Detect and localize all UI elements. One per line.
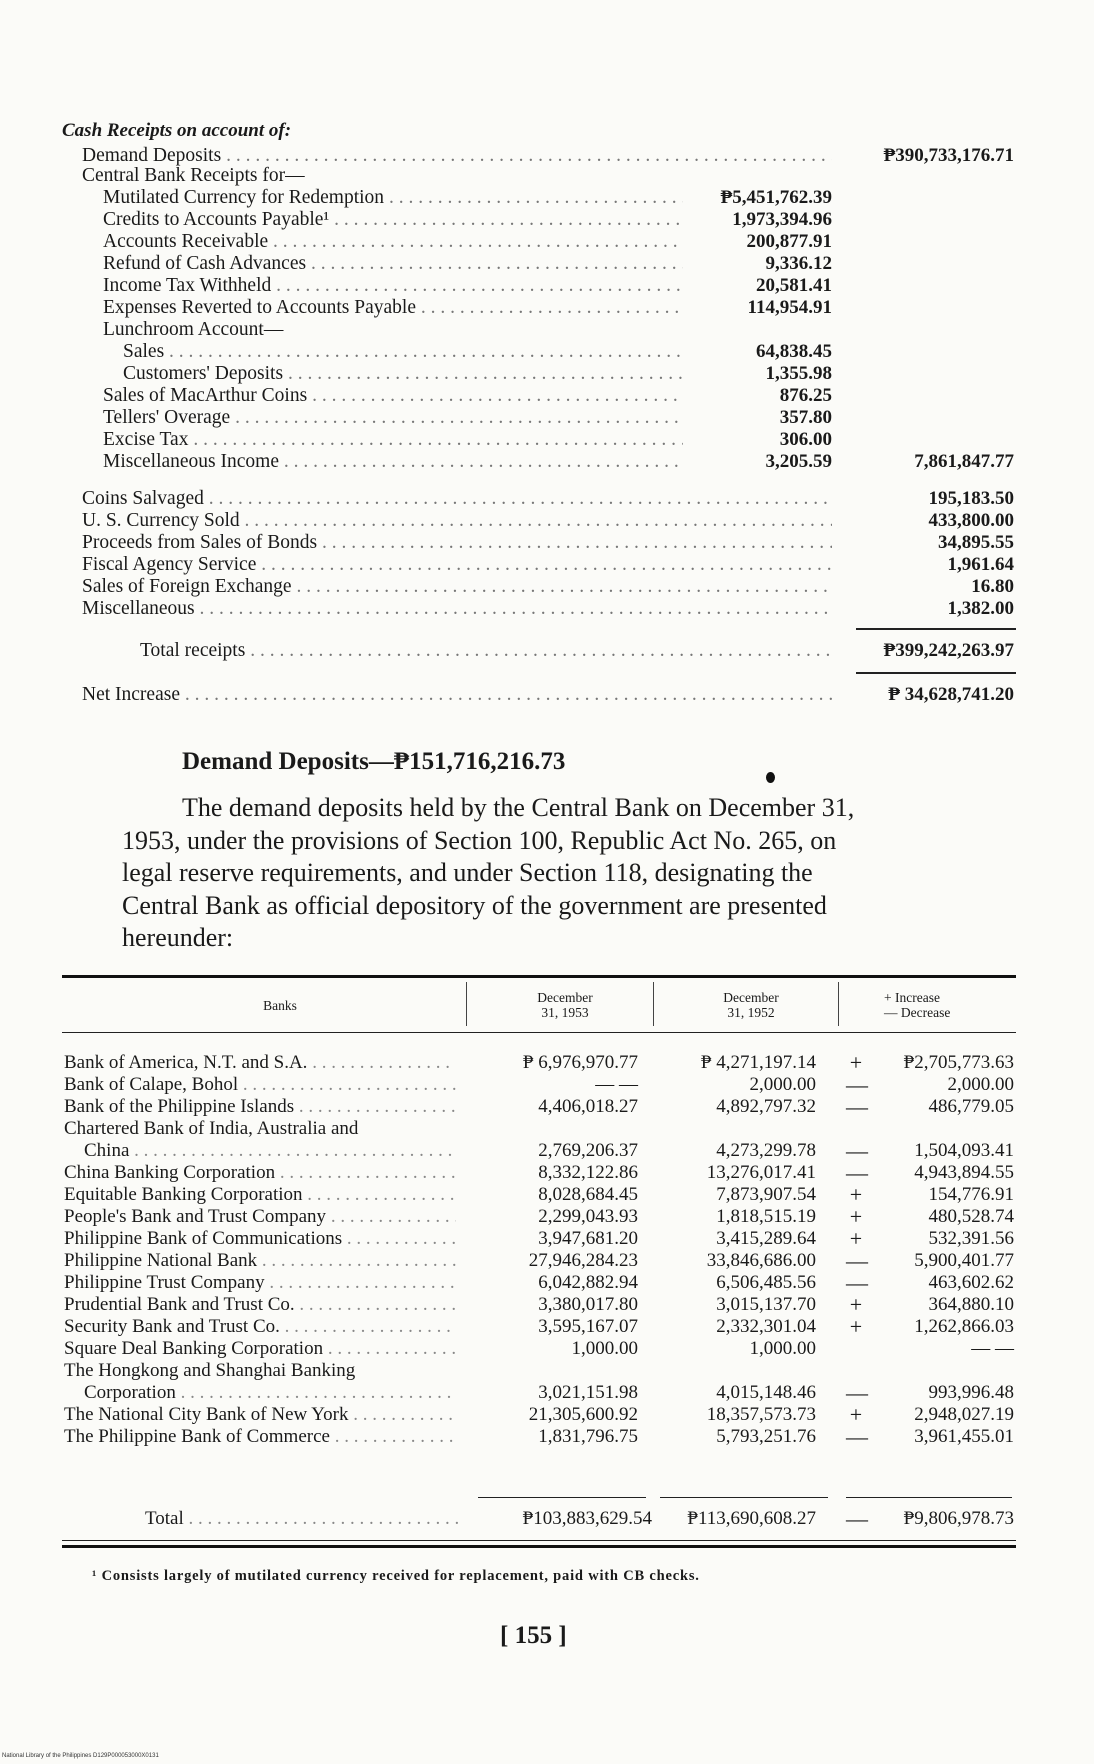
deposit-1952: 7,873,907.54 [716,1184,816,1205]
ledger-item-amount: 9,336.12 [765,253,832,274]
ledger-item-label: Proceeds from Sales of Bonds . . . [82,532,832,554]
bank-name: China Banking Corporation . . . [64,1162,456,1184]
table-column-divider [653,982,654,1026]
deposit-1952: 3,015,137.70 [716,1294,816,1315]
central-bank-receipts-total: 7,861,847.77 [914,451,1014,472]
deposit-change: 463,602.62 [928,1272,1014,1293]
table-column-divider [838,982,839,1026]
deposit-1952: 13,276,017.41 [706,1162,816,1183]
section-title: Demand Deposits—₱151,716,216.73 [182,748,566,775]
ledger-item-label: Income Tax Withheld . . . [103,275,683,297]
deposit-1953: 3,021,151.98 [538,1382,638,1403]
deposit-1953: 21,305,600.92 [528,1404,638,1425]
total-rule-change [846,1497,1012,1498]
ledger-item-amount: 3,205.59 [765,451,832,472]
bullet-mark [766,772,775,783]
col-header-change [884,990,1004,1020]
deposit-1953: 3,595,167.07 [538,1316,638,1337]
bank-name: Equitable Banking Corporation . . . [64,1184,456,1206]
bank-name: Prudential Bank and Trust Co. . . . [64,1294,456,1316]
ledger-item-label: Fiscal Agency Service . . . [82,554,832,576]
paragraph-line: The demand deposits held by the Central Bank on December 31, [182,793,855,822]
ledger-item-label: Miscellaneous Income . . . [103,451,683,473]
deposit-change: 364,880.10 [928,1294,1014,1315]
ledger-item-amount: 1,973,394.96 [732,209,832,230]
bank-name: Security Bank and Trust Co. . . . [64,1316,456,1338]
deposit-1952: 1,000.00 [749,1338,816,1359]
bank-name: Square Deal Banking Corporation . . . [64,1338,456,1360]
ledger-item-amount: 64,838.45 [756,341,832,362]
change-sign: + [849,1226,863,1251]
ledger-item-label: Sales of MacArthur Coins . . . [103,385,683,407]
change-sign: + [849,1292,863,1317]
ledger-item-amount: 16.80 [971,576,1014,597]
deposit-change: 486,779.05 [928,1096,1014,1117]
deposit-1953: — — [595,1074,638,1095]
net-increase-label: Net Increase . . . [82,684,832,706]
deposit-1952: 1,818,515.19 [716,1206,816,1227]
deposit-change: 2,000.00 [947,1074,1014,1095]
ledger-item-amount: 306.00 [779,429,832,450]
deposit-change: 993,996.48 [928,1382,1014,1403]
deposit-1953: 8,028,684.45 [538,1184,638,1205]
total-receipts-amount: ₱399,242,263.97 [883,640,1014,661]
change-sign: — [846,1094,868,1119]
ledger-item-label: Customers' Deposits . . . [123,363,683,385]
bank-name: Philippine National Bank . . . [64,1250,456,1272]
table-column-divider [466,982,467,1026]
ledger-item-label: Accounts Receivable . . . [103,231,683,253]
bank-name: Chartered Bank of India, Australia and [64,1118,359,1139]
cash-receipts-heading: Cash Receipts on account of: [62,120,292,141]
page-number: [ 155 ] [500,1622,567,1649]
bank-name: People's Bank and Trust Company . . . [64,1206,456,1228]
change-sign: — [846,1248,868,1273]
col-header-change-line1: + Increase [884,990,940,1005]
col-header-banks: Banks [263,998,297,1013]
deposit-1953: ₱ 6,976,970.77 [522,1052,638,1073]
ledger-item-label: Excise Tax . . . [103,429,683,451]
deposit-1953: 1,000.00 [571,1338,638,1359]
ledger-item-amount: 876.25 [779,385,832,406]
deposit-1953: 2,769,206.37 [538,1140,638,1161]
ledger-item-amount: 34,895.55 [938,532,1014,553]
paragraph-line: 1953, under the provisions of Section 100, Republic Act No. 265, on [122,825,837,855]
deposit-change: 1,504,093.41 [914,1140,1014,1161]
bank-name: Bank of the Philippine Islands . . . [64,1096,456,1118]
net-increase-amount: ₱ 34,628,741.20 [888,684,1014,705]
change-sign: — [846,1138,868,1163]
deposit-1952: 2,332,301.04 [716,1316,816,1337]
ledger-item-label: Mutilated Currency for Redemption . . . [103,187,683,209]
col-header-dec-1952-line2: 31, 1952 [727,1005,775,1020]
bank-name: Bank of America, N.T. and S.A. . . . [64,1052,456,1074]
ledger-item-label: Miscellaneous . . . [82,598,832,620]
ledger-item-amount: 114,954.91 [747,297,832,318]
total-receipts-label: Total receipts . . . [140,640,832,662]
net-increase-rule [856,672,1016,674]
change-sign: — [846,1072,868,1097]
col-header-change-line2: — Decrease [884,1005,951,1020]
change-sign: + [849,1050,863,1075]
deposit-1953: 6,042,882.94 [538,1272,638,1293]
ledger-item-label: Sales . . . [123,341,683,363]
change-sign: — [846,1270,868,1295]
col-header-dec-1953 [500,990,630,1020]
bank-name: Corporation . . . [84,1382,456,1404]
deposit-change: 3,961,455.01 [914,1426,1014,1447]
total-1953: ₱103,883,629.54 [522,1508,652,1529]
change-sign: + [849,1204,863,1229]
deposit-change: 4,943,894.55 [914,1162,1014,1183]
ledger-label-demand-deposits: Demand Deposits . . . [82,145,832,167]
total-change: ₱9,806,978.73 [903,1508,1014,1529]
ledger-item-amount: 1,355.98 [765,363,832,384]
change-sign: + [849,1402,863,1427]
ledger-item-amount: 1,961.64 [947,554,1014,575]
change-sign: + [849,1314,863,1339]
deposit-1952: 3,415,289.64 [716,1228,816,1249]
total-receipts-rule [856,628,1016,630]
deposit-1952: 33,846,686.00 [706,1250,816,1271]
ledger-item-amount: 20,581.41 [756,275,832,296]
ledger-item-amount: 433,800.00 [928,510,1014,531]
deposit-1952: ₱ 4,271,197.14 [700,1052,816,1073]
deposit-change: 2,948,027.19 [914,1404,1014,1425]
table-bottom-rule-2 [62,1545,1016,1548]
ledger-item-label: Sales of Foreign Exchange . . . [82,576,832,598]
deposit-1953: 3,380,017.80 [538,1294,638,1315]
total-change-sign: — [846,1506,868,1531]
deposit-1952: 5,793,251.76 [716,1426,816,1447]
ledger-item-amount: ₱5,451,762.39 [720,187,832,208]
margin-label: National Library of the Philippines D129P000053000X0131 [2,1753,159,1759]
deposit-1953: 3,947,681.20 [538,1228,638,1249]
bank-name: The Philippine Bank of Commerce . . . [64,1426,456,1448]
total-rule-1953 [478,1497,646,1498]
table-header-rule [62,1032,1016,1033]
ledger-item-amount: 357.80 [779,407,832,428]
bank-name: The Hongkong and Shanghai Banking [64,1360,356,1381]
ledger-item-amount: 200,877.91 [746,231,832,252]
deposit-1952: 4,892,797.32 [716,1096,816,1117]
deposit-change: 1,262,866.03 [914,1316,1014,1337]
deposit-1953: 27,946,284.23 [528,1250,638,1271]
deposit-1953: 8,332,122.86 [538,1162,638,1183]
bank-name: The National City Bank of New York . . . [64,1404,456,1426]
col-header-dec-1952 [686,990,816,1020]
deposit-1952: 18,357,573.73 [706,1404,816,1425]
paragraph-line: hereunder: [122,923,234,952]
footnote: ¹ Consists largely of mutilated currency received for replacement, paid with CB checks. [92,1568,700,1584]
deposit-1952: 4,015,148.46 [716,1382,816,1403]
change-sign: — [846,1380,868,1405]
ledger-item-label: Expenses Reverted to Accounts Payable . . . [103,297,683,319]
lunchroom-account-heading: Lunchroom Account— [103,319,284,340]
deposit-1952: 2,000.00 [749,1074,816,1095]
bank-name: Philippine Bank of Communications . . . [64,1228,456,1250]
ledger-item-label: Credits to Accounts Payable¹ . . . [103,209,683,231]
bank-name: Philippine Trust Company . . . [64,1272,456,1294]
central-bank-receipts-heading: Central Bank Receipts for— [82,165,305,186]
change-sign: + [849,1182,863,1207]
ledger-item-label: Tellers' Overage . . . [103,407,683,429]
bank-name: Bank of Calape, Bohol . . . [64,1074,456,1096]
ledger-item-label: Coins Salvaged . . . [82,488,832,510]
amount-demand-deposits: ₱390,733,176.71 [883,145,1014,166]
change-sign: — [846,1424,868,1449]
total-rule-1952 [660,1497,828,1498]
deposit-change: 154,776.91 [928,1184,1014,1205]
deposit-change: 480,528.74 [928,1206,1014,1227]
paragraph-line: legal reserve requirements, and under Section 118, designating the [122,858,813,887]
section-paragraph [122,792,1018,955]
table-top-rule [62,975,1016,978]
ledger-item-amount: 1,382.00 [947,598,1014,619]
deposit-1953: 4,406,018.27 [538,1096,638,1117]
deposit-change: 532,391.56 [928,1228,1014,1249]
deposit-change: — — [971,1338,1014,1359]
col-header-dec-1953-line1: December [537,990,593,1005]
table-bottom-rule-1 [62,1540,1016,1541]
ledger-item-label: Refund of Cash Advances . . . [103,253,683,275]
deposit-1953: 1,831,796.75 [538,1426,638,1447]
deposit-1952: 6,506,485.56 [716,1272,816,1293]
bank-name: China . . . [84,1140,456,1162]
paragraph-line: Central Bank as official depository of the government are presented [122,890,827,920]
deposit-change: ₱2,705,773.63 [903,1052,1014,1073]
change-sign: — [846,1160,868,1185]
deposit-change: 5,900,401.77 [914,1250,1014,1271]
deposit-1953: 2,299,043.93 [538,1206,638,1227]
ledger-item-label: U. S. Currency Sold . . . [82,510,832,532]
ledger-item-amount: 195,183.50 [928,488,1014,509]
col-header-dec-1952-line1: December [723,990,779,1005]
col-header-dec-1953-line2: 31, 1953 [541,1005,589,1020]
total-1952: ₱113,690,608.27 [687,1508,816,1529]
total-row-label: Total . . . [145,1508,461,1530]
deposit-1952: 4,273,299.78 [716,1140,816,1161]
